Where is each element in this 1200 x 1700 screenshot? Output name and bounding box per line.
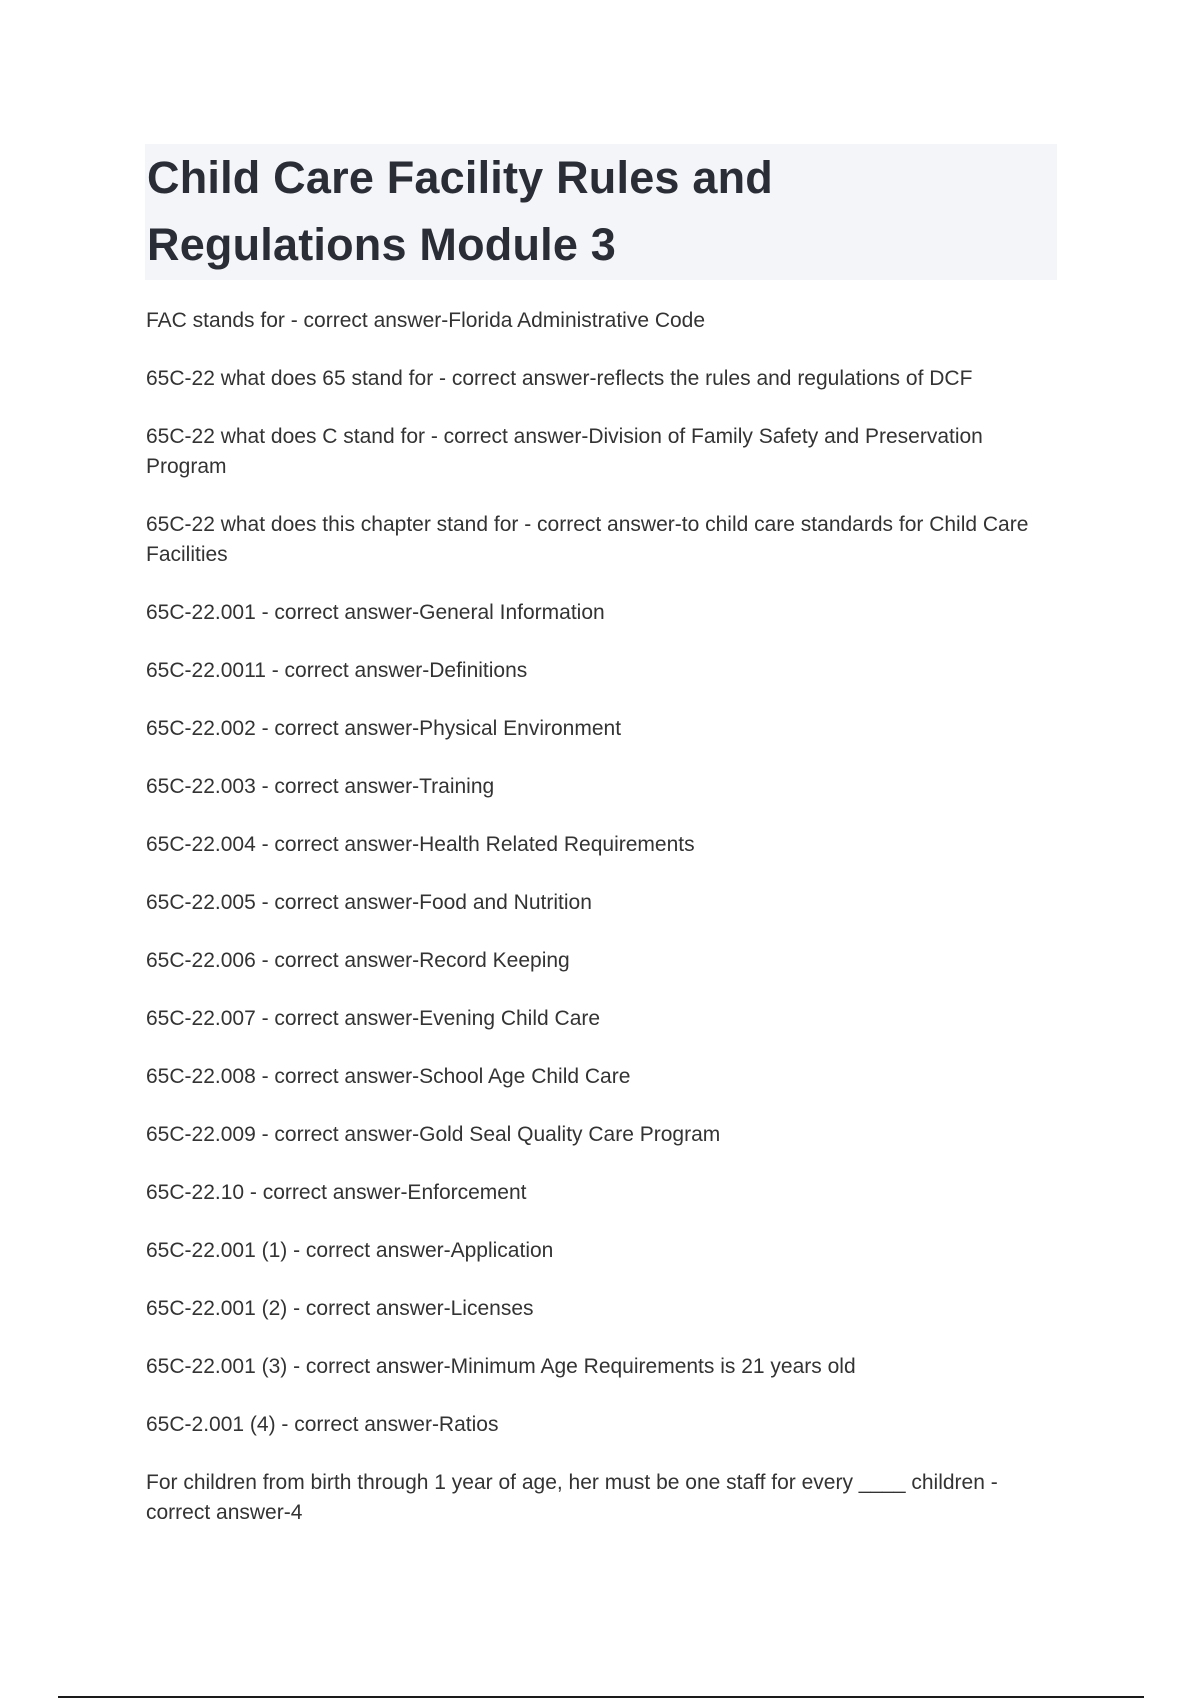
qa-item: 65C-22.0011 - correct answer-Definitions	[146, 659, 528, 682]
qa-item: FAC stands for - correct answer-Florida Administrative Code	[146, 309, 706, 332]
qa-item: 65C-22.001 (2) - correct answer-Licenses	[146, 1297, 534, 1320]
qa-item: 65C-22.009 - correct answer-Gold Seal Quality Care Program	[146, 1123, 721, 1146]
qa-item: 65C-22.001 (3) - correct answer-Minimum Age Requirements is 21 years old	[146, 1355, 856, 1378]
qa-item: 65C-22 what does C stand for - correct answer-Division of Family Safety and Preservation Program	[146, 425, 983, 478]
page-title	[147, 144, 1057, 278]
title-line-2: Regulations Module 3	[147, 219, 617, 270]
qa-item: 65C-22.007 - correct answer-Evening Child Care	[146, 1007, 601, 1030]
qa-list	[146, 306, 1056, 1556]
qa-item: 65C-22.008 - correct answer-School Age Child Care	[146, 1065, 631, 1088]
qa-item: For children from birth through 1 year of age, her must be one staff for every ____ children - correct answer-4	[146, 1471, 998, 1524]
qa-item: 65C-22.002 - correct answer-Physical Environment	[146, 717, 622, 740]
title-banner	[145, 144, 1057, 280]
qa-item: 65C-22.005 - correct answer-Food and Nutrition	[146, 891, 592, 914]
footer-divider	[58, 1696, 1144, 1698]
qa-item: 65C-22.10 - correct answer-Enforcement	[146, 1181, 527, 1204]
qa-item: 65C-22.004 - correct answer-Health Related Requirements	[146, 833, 695, 856]
qa-item: 65C-22.001 - correct answer-General Information	[146, 601, 605, 624]
title-line-1: Child Care Facility Rules and	[147, 152, 773, 203]
qa-item: 65C-22 what does 65 stand for - correct answer-reflects the rules and regulations of DCF	[146, 367, 973, 390]
qa-item: 65C-2.001 (4) - correct answer-Ratios	[146, 1413, 499, 1436]
qa-item: 65C-22 what does this chapter stand for - correct answer-to child care standards for Child Care Facilities	[146, 513, 1029, 566]
qa-item: 65C-22.006 - correct answer-Record Keeping	[146, 949, 570, 972]
qa-item: 65C-22.001 (1) - correct answer-Application	[146, 1239, 554, 1262]
qa-item: 65C-22.003 - correct answer-Training	[146, 775, 495, 798]
